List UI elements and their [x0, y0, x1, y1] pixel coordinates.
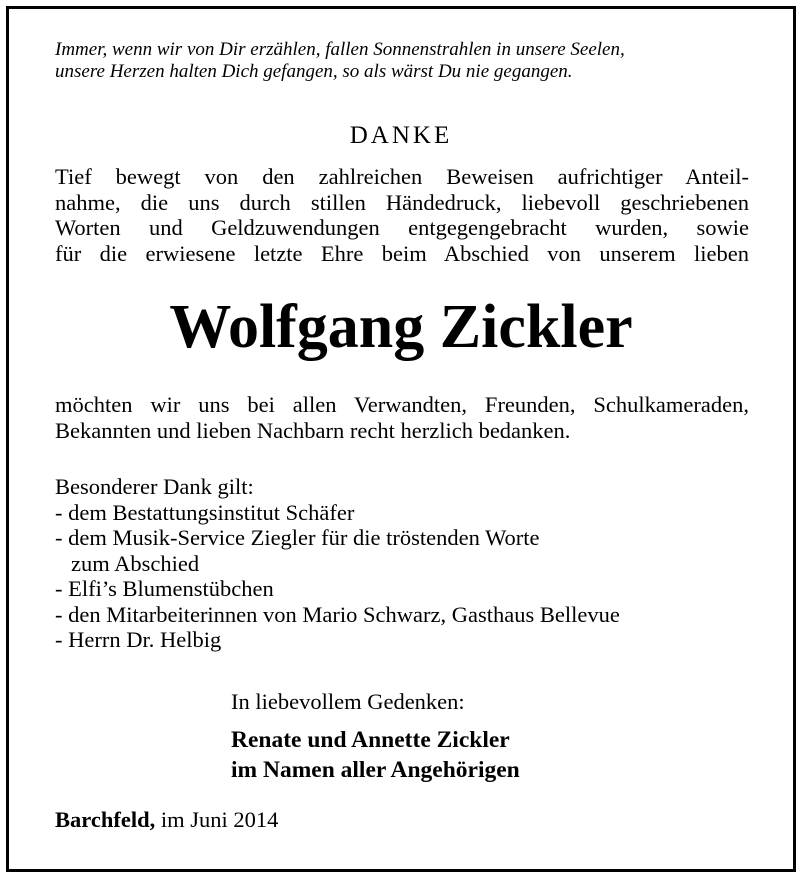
signers-line: Renate und Annette Zickler [231, 727, 510, 753]
date: im Juni 2014 [160, 807, 279, 832]
thanks-line: möchten wir uns bei allen Verwandten, Freunden, Schulkameraden, [55, 392, 749, 417]
deceased-name: Wolfgang Zickler [169, 293, 633, 361]
intro-paragraph [55, 164, 749, 266]
quote-line: Immer, wenn wir von Dir erzählen, fallen Sonnenstrahlen in unsere Seelen, [55, 39, 625, 60]
intro-line: nahme, die uns durch stillen Händedruck, liebevoll geschriebenen [55, 189, 749, 215]
place-and-date [55, 807, 278, 833]
list-item-continuation: zum Abschied [71, 550, 200, 576]
list-item: - dem Musik-Service Ziegler für die tröstenden Worte [55, 525, 540, 550]
place: Barchfeld, [55, 807, 156, 832]
thanks-paragraph [55, 392, 749, 443]
obituary-notice [6, 6, 796, 872]
intro-line: Worten und Geldzuwendungen entgegengebracht wurden, sowie [55, 215, 749, 240]
quote-line: unsere Herzen halten Dich gefangen, so als wärst Du nie gegangen. [55, 61, 573, 82]
closing-phrase: In liebevollem Gedenken: [231, 689, 465, 714]
special-thanks-list [55, 474, 620, 653]
list-item: - Elfi’s Blumenstübchen [55, 576, 274, 601]
memorial-quote [55, 39, 625, 83]
heading-danke: DANKE [349, 122, 453, 149]
intro-line: Tief bewegt von den zahlreichen Beweisen aufrichtiger Anteil- [55, 164, 749, 189]
intro-line: für die erwiesene letzte Ehre beim Abschied von unserem lieben [55, 240, 749, 266]
list-item: - den Mitarbeiterinnen von Mario Schwarz, Gasthaus Bellevue [55, 601, 620, 627]
list-item: - dem Bestattungsinstitut Schäfer [55, 499, 355, 525]
list-item: - Herrn Dr. Helbig [55, 627, 222, 652]
thanks-line: Bekannten und lieben Nachbarn recht herzlich bedanken. [55, 417, 571, 443]
signers [231, 725, 520, 785]
special-thanks-title: Besonderer Dank gilt: [55, 474, 254, 499]
signers-line: im Namen aller Angehörigen [231, 757, 520, 783]
